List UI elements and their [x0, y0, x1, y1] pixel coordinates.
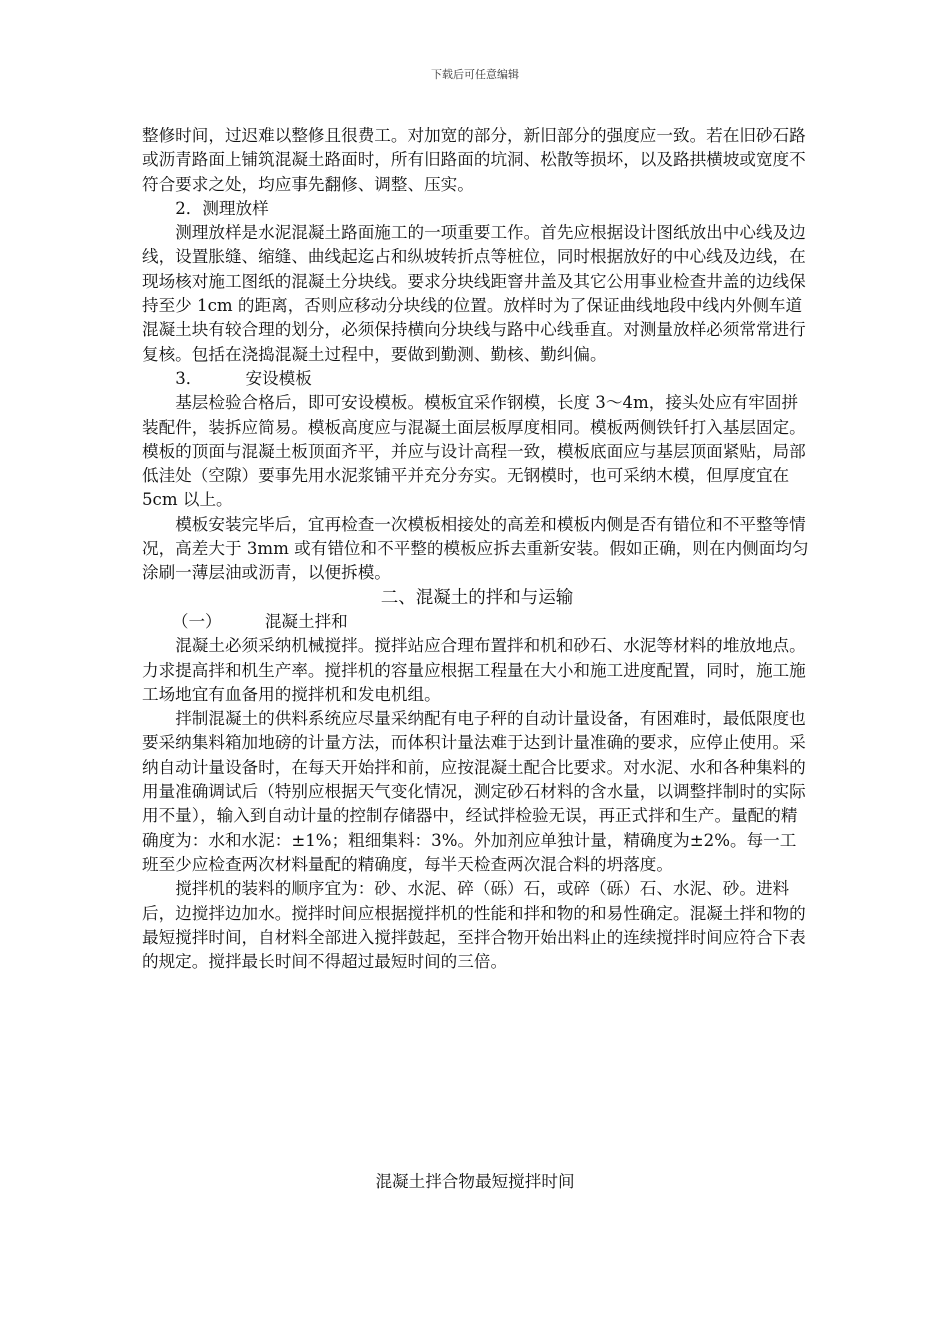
paragraph-intro: 整修时间，过迟难以整修且很费工。对加宽的部分，新旧部分的强度应一致。若在旧砂石路或沥青路面上铺筑混凝土路面时，所有旧路面的坑洞、松散等损坏，以及路拱横坡或宽度不符合要求之处，均应事先翻修、调整、压实。 — [142, 126, 806, 194]
document-body — [142, 124, 812, 974]
heading-formwork — [142, 367, 812, 391]
paragraph-mixing: 混凝土必须采纳机械搅拌。搅拌站应合理布置拌和机和砂石、水泥等材料的堆放地点。力求提高拌和机生产率。搅拌机的容量应根据工程量在大小和施工进度配置，同时，施工施工场地宜有血备用的搅拌机和发电机组。 — [142, 636, 806, 704]
paragraph-formwork-check: 模板安装完毕后，宜再检查一次模板相接处的高差和模板内侧是否有错位和不平整等情况，高差大于 3mm 或有错位和不平整的模板应拆去重新安装。假如正确，则在内侧面均匀涂刷一薄层油或沥青，以便拆模。 — [142, 514, 809, 583]
subsection-number: （一） — [171, 611, 222, 631]
heading-number: 3． — [175, 368, 203, 388]
table-caption: 混凝土拌合物最短搅拌时间 — [375, 1172, 575, 1191]
page-header: 下载后可任意编辑 — [431, 68, 519, 81]
heading-text: 测理放样 — [202, 198, 269, 218]
paragraph-survey: 测理放样是水泥混凝土路面施工的一项重要工作。首先应根据设计图纸放出中心线及边线，设置胀缝、缩缝、曲线起迄占和纵坡转折点等桩位，同时根据放好的中心线及边线，在现场核对施工图纸的混凝土分块线。要求分块线距窨井盖及其它公用事业检查井盖的边线保持至少 1cm 的距离，否则应移动分块线的位置。放样时为了保证曲线地段中线内外侧车道混凝土块有较合理的划分，必须保持横向分块线与路中心线垂直。对测量放样必须常常进行复核。包括在浇捣混凝土过程中，要做到勤测、勤核、勤纠偏。 — [142, 223, 806, 364]
paragraph-metering: 拌制混凝土的供料系统应尽量采纳配有电子秤的自动计量设备，有困难时，最低限度也要采纳集料箱加地磅的计量方法，而体积计量法难于达到计量准确的要求，应停止使用。采纳自动计量设备时，在每天开始拌和前，应按混凝土配合比要求。对水泥、水和各种集料的用量准确调试后（特别应根据天气变化情况，测定砂石材料的含水量，以调整拌制时的实际用不量），输入到自动计量的控制存储器中，经试拌检验无误，再正式拌和生产。量配的精确度为：水和水泥：±1%；粗细集料：3%。外加剂应单独计量，精确度为±2%。每一工班至少应检查两次材料量配的精确度，每半天检查两次混合料的坍落度。 — [142, 709, 806, 874]
heading-survey-layout — [142, 197, 812, 221]
heading-text: 安设模板 — [245, 368, 312, 388]
heading-number: 2． — [175, 198, 203, 218]
paragraph-loading-order: 搅拌机的装料的顺序宜为：砂、水泥、碎（砾）石，或碎（砾）石、水泥、砂。进料后，边搅拌边加水。搅拌时间应根据搅拌机的性能和拌和物的和易性确定。混凝土拌和物的最短搅拌时间，自材料全部进入搅拌鼓起，至拌合物开始出料止的连续搅拌时间应符合下表的规定。搅拌最长时间不得超过最短时间的三倍。 — [142, 879, 806, 972]
subsection-text: 混凝土拌和 — [264, 611, 348, 631]
subsection-title — [142, 610, 812, 634]
paragraph-formwork: 基层检验合格后，即可安设模板。模板宜采作钢模，长度 3～4m，接头处应有牢固拼装配件，装拆应简易。模板高度应与混凝土面层板厚度相同。模板两侧铁钎打入基层固定。模板的顶面与混凝土板顶面齐平，并应与设计高程一致，模板底面应与基层顶面紧贴，局部低洼处（空隙）要事先用水泥浆铺平并充分夯实。无钢模时，也可采纳木模，但厚度宜在 5cm 以上。 — [142, 393, 806, 510]
section-title: 二、混凝土的拌和与运输 — [380, 587, 574, 608]
